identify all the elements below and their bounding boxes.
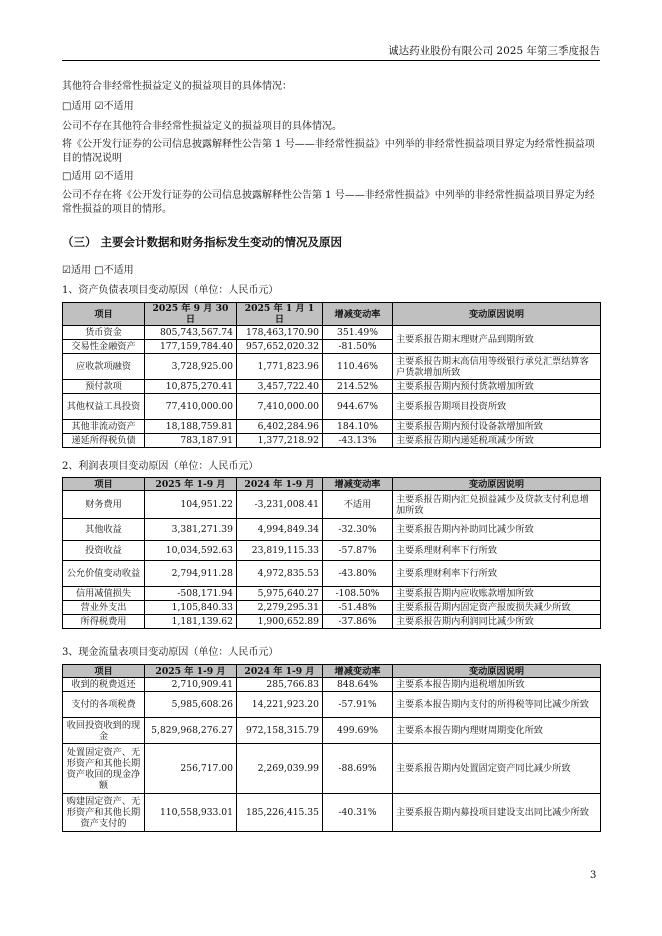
cell-value: 256,717.00	[145, 744, 237, 794]
cell-value: 1,900,652.89	[237, 615, 323, 629]
table-row	[63, 678, 601, 692]
cell-rate: 351.49%	[323, 326, 393, 340]
cell-reason: 主要系报告期内补助同比减少所致	[393, 519, 601, 541]
col-header: 2025 年 9 月 30 日	[145, 303, 237, 326]
col-header: 增减变动率	[323, 478, 393, 491]
cell-item: 预付款项	[63, 380, 145, 394]
applicability-checkbox-2: □适用 ☑不适用	[62, 171, 134, 182]
applicability-checkbox-3: ☑适用 □不适用	[62, 265, 134, 276]
page-number: 3	[590, 870, 597, 881]
cell-value: 18,188,759.81	[145, 420, 237, 434]
paragraph-reclassification: 将《公开发行证券的公司信息披露解释性公告第 1 号——非经常性损益》中列举的非经常性损益项目界定为经常性损益项目的情况说明	[62, 139, 595, 164]
cell-reason: 主要系理财利率下行所致	[393, 561, 601, 587]
cell-reason: 主要系报告期内募投项目建设支出同比减少所致	[393, 794, 601, 832]
cell-reason: 主要系报告期内应收账款增加所致	[393, 587, 601, 601]
page-header: 诚达药业股份有限公司 2025 年第三季度报告	[62, 44, 600, 61]
cell-item: 其他非流动资产	[63, 420, 145, 434]
cell-rate: 214.52%	[323, 380, 393, 394]
cell-value: -3,231,008.41	[237, 491, 323, 519]
cell-rate: -57.91%	[323, 692, 393, 718]
cell-rate: -37.86%	[323, 615, 393, 629]
cell-item: 应收款项融资	[63, 354, 145, 380]
cell-reason: 主要系报告期内固定资产报废损失减少所致	[393, 601, 601, 615]
cell-value: 5,829,968,276.27	[145, 718, 237, 744]
table-row	[63, 519, 601, 541]
cell-item: 财务费用	[63, 491, 145, 519]
cell-value: 23,819,115.33	[237, 541, 323, 561]
cell-item: 其他收益	[63, 519, 145, 541]
cell-value: 1,377,218.92	[237, 434, 323, 448]
cell-rate: 944.67%	[323, 394, 393, 420]
cell-item: 处置固定资产、无形资产和其他长期资产收回的现金净额	[63, 744, 145, 794]
col-header: 项目	[63, 665, 145, 678]
cell-reason: 主要系报告期内递延税项减少所致	[393, 434, 601, 448]
cell-rate: 499.69%	[323, 718, 393, 744]
cell-rate: -40.31%	[323, 794, 393, 832]
cell-item: 交易性金融资产	[63, 340, 145, 354]
cell-reason: 主要系本报告期内退税增加所致	[393, 678, 601, 692]
table-row	[63, 744, 601, 794]
table-row	[63, 354, 601, 380]
cell-value: 177,159,784.40	[145, 340, 237, 354]
table-row	[63, 718, 601, 744]
cash-flow-table	[62, 664, 601, 832]
cell-value: 7,410,000.00	[237, 394, 323, 420]
table-row	[63, 491, 601, 519]
cell-value: 972,158,315.79	[237, 718, 323, 744]
table-row	[63, 561, 601, 587]
table2-caption: 2、利润表项目变动原因（单位：人民币元）	[62, 461, 259, 472]
cell-value: 104,951.22	[145, 491, 237, 519]
table-row	[63, 794, 601, 832]
col-header: 2024 年 1-9 月	[237, 665, 323, 678]
table-row	[63, 434, 601, 448]
cell-value: 2,279,295.31	[237, 601, 323, 615]
cell-reason: 主要系本报告期内理财周期变化所致	[393, 718, 601, 744]
table-row	[63, 601, 601, 615]
cell-reason: 主要系报告期内处置固定资产同比减少所致	[393, 744, 601, 794]
cell-value: 4,994,849.34	[237, 519, 323, 541]
cell-value: 6,402,284.96	[237, 420, 323, 434]
table-header-row	[63, 303, 601, 326]
cell-item: 所得税费用	[63, 615, 145, 629]
table-row	[63, 692, 601, 718]
cell-value: 805,743,567.74	[145, 326, 237, 340]
income-statement-table	[62, 477, 601, 629]
col-header: 变动原因说明	[393, 478, 601, 491]
cell-item: 购建固定资产、无形资产和其他长期资产支付的	[63, 794, 145, 832]
cell-reason: 主要系报告期内预付设备款增加所致	[393, 420, 601, 434]
cell-reason: 主要系报告期末高信用等级银行承兑汇票结算客户货款增加所致	[393, 354, 601, 380]
cell-item: 营业外支出	[63, 601, 145, 615]
cell-reason: 主要系报告期末理财产品到期所致	[393, 326, 601, 354]
table-header-row	[63, 478, 601, 491]
cell-value: -508,171.94	[145, 587, 237, 601]
cell-rate: 110.46%	[323, 354, 393, 380]
cell-rate: -43.13%	[323, 434, 393, 448]
col-header: 增减变动率	[323, 303, 393, 326]
paragraph-no-other-items: 公司不存在其他符合非经常性损益定义的损益项目的具体情况。	[62, 121, 342, 132]
cell-rate: -43.80%	[323, 561, 393, 587]
col-header: 项目	[63, 478, 145, 491]
cell-value: 957,652,020.32	[237, 340, 323, 354]
cell-item: 公允价值变动收益	[63, 561, 145, 587]
col-header: 变动原因说明	[393, 665, 601, 678]
table-header-row	[63, 665, 601, 678]
cell-item: 递延所得税负债	[63, 434, 145, 448]
cell-rate: -88.69%	[323, 744, 393, 794]
cell-reason: 主要系本报告期内支付的所得税等同比减少所致	[393, 692, 601, 718]
section-heading: （三） 主要会计数据和财务指标发生变动的情况及原因	[62, 235, 343, 249]
cell-value: 2,794,911.28	[145, 561, 237, 587]
cell-item: 收回投资收到的现金	[63, 718, 145, 744]
cell-value: 2,710,909.41	[145, 678, 237, 692]
col-header: 项目	[63, 303, 145, 326]
cell-reason: 主要系报告期内汇兑损益减少及贷款支付利息增加所致	[393, 491, 601, 519]
table-row	[63, 587, 601, 601]
table-row	[63, 380, 601, 394]
cell-rate: 184.10%	[323, 420, 393, 434]
cell-value: 185,226,415.35	[237, 794, 323, 832]
cell-value: 1,105,840.33	[145, 601, 237, 615]
col-header: 2025 年 1-9 月	[145, 478, 237, 491]
cell-reason: 主要系报告期内利润同比减少所致	[393, 615, 601, 629]
col-header: 增减变动率	[323, 665, 393, 678]
paragraph-no-reclassification: 公司不存在将《公开发行证券的公司信息披露解释性公告第 1 号——非经常性损益》中列举的非经常性损益项目界定为经常性损益的项目的情形。	[62, 190, 595, 215]
col-header: 2025 年 1-9 月	[145, 665, 237, 678]
cell-rate: 不适用	[323, 491, 393, 519]
cell-value: 77,410,000.00	[145, 394, 237, 420]
col-header: 2025 年 1 月 1 日	[237, 303, 323, 326]
cell-item: 收到的税费返还	[63, 678, 145, 692]
cell-rate: -108.50%	[323, 587, 393, 601]
table-row	[63, 541, 601, 561]
cell-value: 3,381,271.39	[145, 519, 237, 541]
table-row	[63, 394, 601, 420]
cell-rate: -57.87%	[323, 541, 393, 561]
cell-value: 4,972,835.53	[237, 561, 323, 587]
cell-item: 投资收益	[63, 541, 145, 561]
cell-rate: -32.30%	[323, 519, 393, 541]
cell-value: 285,766.83	[237, 678, 323, 692]
cell-value: 1,181,139.62	[145, 615, 237, 629]
cell-rate: -51.48%	[323, 601, 393, 615]
applicability-checkbox-1: □适用 ☑不适用	[62, 101, 134, 112]
cell-item: 信用减值损失	[63, 587, 145, 601]
cell-value: 2,269,039.99	[237, 744, 323, 794]
table3-caption: 3、现金流量表项目变动原因（单位：人民币元）	[62, 647, 279, 658]
cell-value: 783,187.91	[145, 434, 237, 448]
cell-value: 110,558,933.01	[145, 794, 237, 832]
balance-sheet-table	[62, 302, 601, 448]
cell-reason: 主要系理财利率下行所致	[393, 541, 601, 561]
cell-value: 5,985,608.26	[145, 692, 237, 718]
cell-item: 支付的各项税费	[63, 692, 145, 718]
col-header: 变动原因说明	[393, 303, 601, 326]
cell-rate: -81.50%	[323, 340, 393, 354]
cell-value: 14,221,923.20	[237, 692, 323, 718]
cell-rate: 848.64%	[323, 678, 393, 692]
cell-value: 3,728,925.00	[145, 354, 237, 380]
cell-item: 其他权益工具投资	[63, 394, 145, 420]
col-header: 2024 年 1-9 月	[237, 478, 323, 491]
cell-value: 10,875,270.41	[145, 380, 237, 394]
table-row	[63, 615, 601, 629]
table-row	[63, 420, 601, 434]
table-row	[63, 326, 601, 340]
cell-reason: 主要系报告期项目投资所致	[393, 394, 601, 420]
paragraph-other-items: 其他符合非经常性损益定义的损益项目的具体情况：	[62, 81, 292, 92]
cell-value: 1,771,823.96	[237, 354, 323, 380]
cell-value: 3,457,722.40	[237, 380, 323, 394]
cell-item: 货币资金	[63, 326, 145, 340]
table1-caption: 1、资产负债表项目变动原因（单位：人民币元）	[62, 285, 279, 296]
cell-reason: 主要系报告期内预付货款增加所致	[393, 380, 601, 394]
cell-value: 178,463,170.90	[237, 326, 323, 340]
cell-value: 5,975,640.27	[237, 587, 323, 601]
cell-value: 10,034,592.63	[145, 541, 237, 561]
